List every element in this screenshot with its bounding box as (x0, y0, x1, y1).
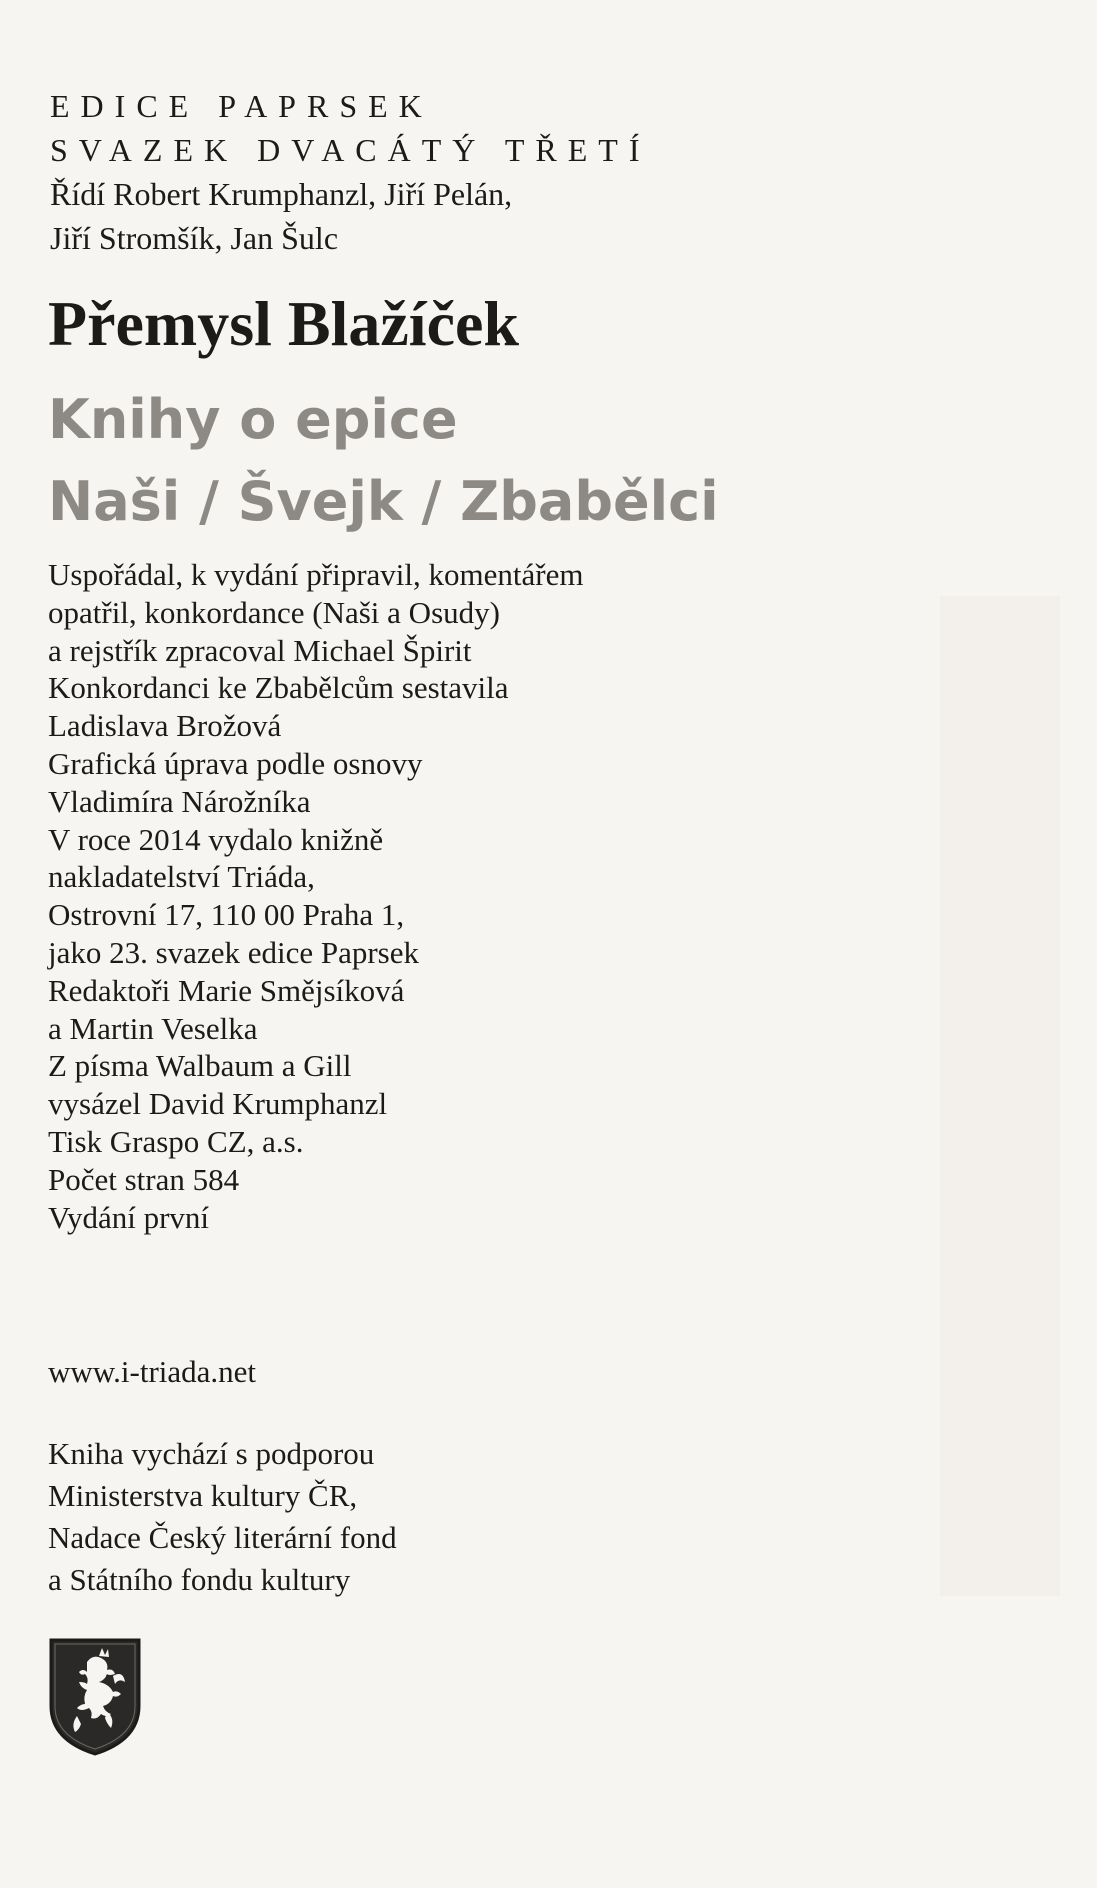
colophon-line: V roce 2014 vydalo knižně (48, 821, 384, 857)
czech-lion-shield-icon (47, 1636, 143, 1758)
colophon-line: a Martin Veselka (48, 1010, 258, 1046)
colophon-line: Počet stran 584 (48, 1161, 240, 1197)
volume-number: SVAZEK DVACÁTÝ TŘETÍ (50, 132, 651, 168)
colophon-line: vysázel David Krumphanzl (48, 1086, 388, 1122)
colophon-line: jako 23. svazek edice Paprsek (48, 934, 420, 970)
support-line: Nadace Český literární fond (48, 1520, 397, 1555)
support-line: a Státního fondu kultury (48, 1562, 351, 1597)
colophon-line: Grafická úprava podle osnovy (48, 745, 423, 781)
publisher-website: www.i-triada.net (48, 1354, 257, 1389)
colophon-line: nakladatelství Triáda, (48, 859, 315, 895)
colophon-line: Z písma Walbaum a Gill (48, 1048, 352, 1084)
colophon-line: Redaktoři Marie Smějsíková (48, 972, 405, 1008)
colophon-line: Tisk Graspo CZ, a.s. (48, 1123, 304, 1159)
title-line-1: Knihy o epice (48, 388, 458, 451)
support-note (48, 1433, 397, 1601)
support-line: Kniha vychází s podporou (48, 1436, 375, 1471)
series-info (50, 84, 650, 260)
colophon-line: Konkordanci ke Zbabělcům sestavila (48, 670, 509, 706)
bleed-through-shadow (940, 596, 1060, 1596)
editors-line-2: Jiří Stromšík, Jan Šulc (50, 220, 339, 256)
colophon-line: Ostrovní 17, 110 00 Praha 1, (48, 897, 405, 933)
editors-line-1: Řídí Robert Krumphanzl, Jiří Pelán, (50, 176, 513, 212)
book-title (48, 379, 719, 543)
colophon-line: opatřil, konkordance (Naši a Osudy) (48, 594, 500, 630)
colophon-line: Vydání první (48, 1199, 210, 1235)
support-line: Ministerstva kultury ČR, (48, 1478, 358, 1513)
title-line-2: Naši / Švejk / Zbabělci (48, 470, 719, 533)
colophon-line: a rejstřík zpracoval Michael Špirit (48, 632, 472, 668)
author-name: Přemysl Blažíček (48, 288, 519, 359)
colophon-line: Uspořádal, k vydání připravil, komentářem (48, 557, 584, 592)
colophon-text (48, 556, 583, 1236)
colophon-line: Vladimíra Nárožníka (48, 783, 311, 819)
colophon-line: Ladislava Brožová (48, 708, 282, 744)
series-name: EDICE PAPRSEK (50, 88, 433, 124)
